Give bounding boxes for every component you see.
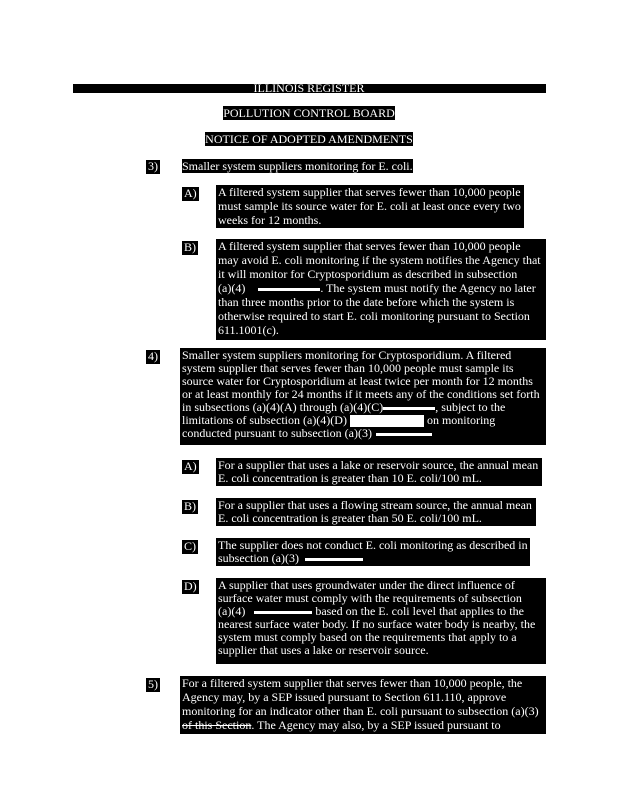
s4c-block: The supplier does not conduct E. coli monitoring as described in subsection (a)(3) (216, 538, 530, 566)
s3b-label: B) (184, 240, 196, 254)
s3b-block: A filtered system supplier that serves fewer than 10,000 people may avoid E. coli monitoring if the system notifies the Agency that it will monitor for Cryptosporidium as described in subsection (a)(4) . The system must notify the Agency no later than three months prior to the date before which the system is otherwise required to start E. coli monitoring pursuant to Section 611.1001(c). (216, 239, 546, 340)
s4b-label: B) (184, 499, 196, 513)
s4-label: 4) (148, 349, 158, 363)
s3a-label: A) (184, 186, 197, 200)
redaction-mark (305, 558, 363, 561)
redaction-mark (254, 611, 312, 614)
s3-title: Smaller system suppliers monitoring for E. coli. (182, 159, 413, 173)
s5-label: 5) (148, 677, 158, 691)
s4d-block: A supplier that uses groundwater under the direct influence of surface water must comply with the requirements of subsection (a)(4) based on the E. coli level that applies to the nearest surface water body. If no surface water body is nearby, the system must comply based on the requirements that apply to a supplier that uses a lake or reservoir source. (216, 578, 546, 664)
redaction-mark (258, 288, 320, 291)
notice-title: NOTICE OF ADOPTED AMENDMENTS (205, 132, 413, 146)
s4a-label: A) (184, 459, 197, 473)
s4a-block: For a supplier that uses a lake or reservoir source, the annual mean E. coli concentration is greater than 10 E. coli/100 mL. (216, 458, 542, 486)
s4-block: Smaller system suppliers monitoring for Cryptosporidium. A filtered system supplier that serves fewer than 10,000 people must sample its source water for Cryptosporidium at least twice per month for 12 months or at least monthly for 24 months if it meets any of the conditions set forth in subsections (a)(4)(A) through (a)(4)(C) , subject to the limitations of subsection (a)(4)(D) on monitoring conducted pursuant to subsection (a)(3) (180, 348, 546, 445)
s4b-block: For a supplier that uses a flowing stream source, the annual mean E. coli concentration is greater than 50 E. coli/100 mL. (216, 498, 536, 526)
redaction-mark (383, 407, 435, 410)
s3-label: 3) (148, 159, 158, 173)
s3a-block: A filtered system supplier that serves fewer than 10,000 people must sample its source water for E. coli at least once every two weeks for 12 months. (216, 185, 524, 228)
redaction-mark (376, 433, 432, 436)
board-title: POLLUTION CONTROL BOARD (223, 106, 395, 120)
s4d-label: D) (184, 579, 197, 593)
s5-block: For a filtered system supplier that serves fewer than 10,000 people, the Agency may, by a SEP issued pursuant to Section 611.110, approve monitoring for an indicator other than E. coli pursuant to subsection (a)(3) of this Section. The Agency may also, by a SEP issued pursuant to (180, 676, 546, 734)
s4c-label: C) (184, 539, 196, 553)
register-title: ILLINOIS REGISTER (253, 81, 365, 95)
